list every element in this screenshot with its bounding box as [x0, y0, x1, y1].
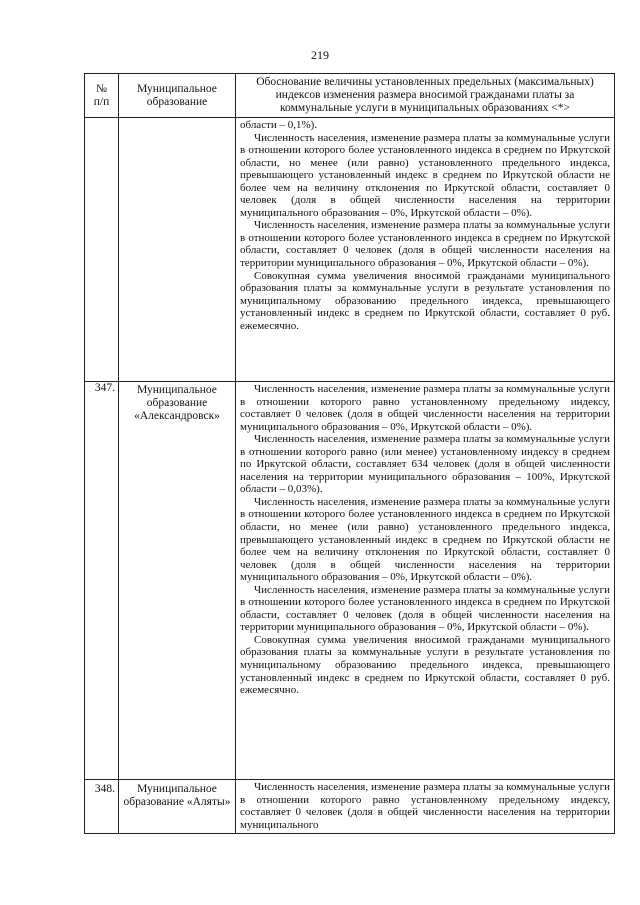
table-row — [85, 118, 615, 382]
justification-cell — [236, 780, 615, 834]
paragraph: Совокупная сумма увеличения вносимой гражданами муниципального образования платы за коммунальные услуги в результате установления по муниципальному образованию предельного индекса, превышающего установленный индекс в среднем по Иркутской области, составляет 0 руб. ежемесячно. — [240, 269, 610, 332]
municipality-name — [119, 118, 236, 382]
header-justification: Обоснование величины установленных предельных (максимальных) индексов изменения размера вносимой гражданами платы за коммунальные услуги в муниципальных образованиях <*> — [236, 74, 615, 118]
header-municipality: Муниципальное образование — [119, 74, 236, 118]
paragraph: Совокупная сумма увеличения вносимой гражданами муниципального образования платы за коммунальные услуги в результате установления по муниципальному образованию предельного индекса, превышающего установленный индекс в среднем по Иркутской области, составляет 0 руб. ежемесячно. — [240, 633, 610, 697]
paragraph: Численность населения, изменение размера платы за коммунальные услуги в отношении которого более установленного индекса в среднем по Иркутской области, составляет 0 человек (доля в общей численности населения на территории муниципального образования – 0%, Иркутской области – 0%). — [240, 583, 610, 634]
paragraph: Численность населения, изменение размера платы за коммунальные услуги в отношении которого более установленного индекса в среднем по Иркутской области, но менее (или равно) установленного предельного индекса, превышающего установленный индекс в среднем по Иркутской области не более чем на величину отклонения по Иркутской области, составляет 0 человек (доля в общей численности населения на территории муниципального образования – 0%, Иркутской области – 0%). — [240, 131, 610, 219]
municipality-name: Муниципальное образование «Аляты» — [119, 780, 236, 834]
justification-cell — [236, 118, 615, 382]
paragraph: Численность населения, изменение размера платы за коммунальные услуги в отношении которого равно установленному предельному индексу, составляет 0 человек (доля в общей численности населения на территории муниципального образования – 0%, Иркутской области – 0%). — [240, 383, 610, 433]
page-number: 219 — [311, 48, 329, 62]
paragraph: Численность населения, изменение размера платы за коммунальные услуги в отношении которого равно (или менее) установленному индексу в среднем по Иркутской области, составляет 634 человек (доля в общей численности населения на территории муниципального образования – 100%, Иркутской области – 0,03%). — [240, 433, 610, 496]
table-header-row — [85, 74, 615, 118]
row-number — [85, 118, 119, 382]
municipality-name: Муниципальное образование «Александровск» — [119, 382, 236, 780]
paragraph: Численность населения, изменение размера платы за коммунальные услуги в отношении которого более установленного индекса в среднем по Иркутской области, но менее (или равно) установленного предельного индекса, превышающего установленный индекс в среднем по Иркутской области не более чем на величину отклонения по Иркутской области, составляет 0 человек (доля в общей численности населения на территории муниципального образования – 0%, Иркутской области – 0%). — [240, 495, 610, 584]
row-number: 347. — [85, 382, 119, 780]
paragraph: Численность населения, изменение размера платы за коммунальные услуги в отношении которого более установленного индекса в среднем по Иркутской области, составляет 0 человек (доля в общей численности населения на территории муниципального образования – 0%, Иркутской области – 0%). — [240, 219, 610, 270]
table-row — [85, 382, 615, 780]
row-number: 348. — [85, 780, 119, 834]
paragraph: области – 0,1%). — [240, 119, 318, 131]
header-number: № п/п — [85, 74, 119, 118]
justification-cell — [236, 382, 615, 780]
paragraph: Численность населения, изменение размера платы за коммунальные услуги в отношении которого равно установленному предельному индексу, составляет 0 человек (доля в общей численности населения на территории муниципального — [240, 781, 610, 831]
justification-table — [84, 73, 615, 834]
table-row — [85, 780, 615, 834]
